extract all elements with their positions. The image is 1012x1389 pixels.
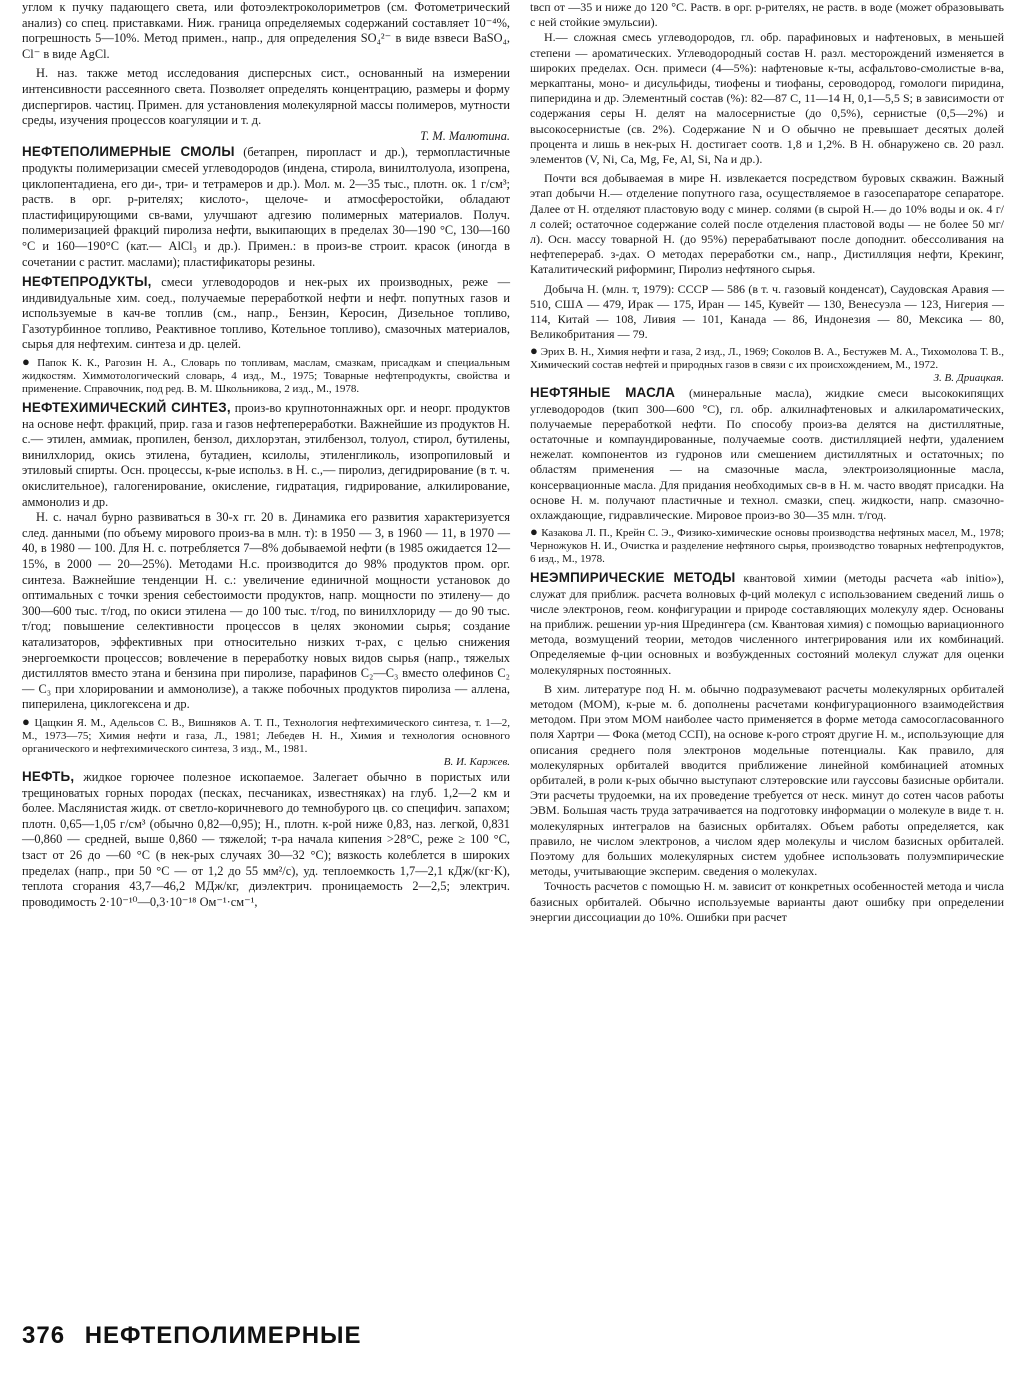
left-column (22, 0, 510, 910)
bullet-icon: ● (530, 343, 538, 359)
entry-text: (минеральные масла), жидкие смеси высококипящих углеводородов (tкип 300—600 °C), гл. обр. алкилнафтеновых и алкилароматических, получаемые переработкой нефти. По способу произ-ва делятся на дистиллятные, остаточные и компаундированные, получаемые соотв. дистилляцией нефти, удалением нежелат. компонентов из гудронов или смешением дистиллятных и остаточных; по областям применения — на смазочные масла, электроизоляционные масла, консервационные масла. Для придания необходимых св-в в Н. м. часто вводят присадки. На основе Н. м. получают пластичные и технол. смазки, спец. жидкости, напр. смазочно-охлаждающие, гидравлические. Мировое произ-во 30—35 млн. т/год. (530, 386, 1004, 523)
bibliography-reference (22, 715, 510, 769)
entry-headword: НЕФТЕПРОДУКТЫ, (22, 274, 152, 290)
reference-text: Папок К. К., Рагозин Н. А., Словарь по топливам, маслам, смазкам, присадкам и специальным жидкостям. Химмотологический словарь, 4 изд., М., 1975; Товарные нефтепродукты, свойства и применение. Справочник, под ред. В. М. Школьникова, 2 изд., М., 1978. (22, 357, 510, 396)
bullet-icon: ● (22, 354, 33, 370)
entry-text: произ-во крупнотоннажных орг. и неорг. продуктов на основе нефт. фракций, прир. газа и газов нефтепереработки. Важнейшие из продуктов Н. с.— этилен, аммиак, пропилен, бензол, дихлорэтан, этилбензол, толуол, стирол, бутилены, винилхлорид, окись этилена, бутадиен, ксилолы, этиленгликоль, изопропиловый и этиловый спирты. Осн. процессы, к-рые использ. в Н. с.,— пиролиз, дегидрирование (в т. ч. окислительное), галогенирование, окисление, гидратация, гидрирование, алкилирование, аммонолиз и др. (22, 401, 510, 509)
entry-neft (22, 769, 510, 910)
page-footer (22, 1322, 362, 1350)
bibliography-reference (530, 344, 1004, 385)
entry-neftekhimicheskiy-sintez (22, 400, 510, 510)
author-signature: З. В. Дриацкая. (933, 372, 1004, 385)
paragraph-mom: В хим. литературе под Н. м. обычно подразумевают расчеты молекулярных орбиталей методом (МОМ), к-рые м. б. дополнены расчетами конфигурационного взаимодействия методом. При этом МОМ наиболее часто применяется в форме метода самосогласованного поля Хартри — Фока (метод ССП), на основе к-рого строят другие Н. м., использующие для описания среднего поля электронов модельные потенциалы. Как правило, для молекулярных орбиталей вводится приближение линейной комбинацией атомных орбиталей, в роли к-рых обычно выступают слэтеровские или гауссовы базисные орбитали. Эти расчеты трудоемки, на их проведение требуется от неск. минут до сотен часов работы ЭВМ. Большая часть труда затрачивается на подготовку информации о молекуле в виде т. н. молекулярных интегралов на базисных орбиталях. Объем работы определяется, как правило, не числом электронов, а числом ядер молекулы и числом базисных орбиталей. Поэтому для больших молекулярных систем удобнее использовать полуэмпирические методы, учитывающие эксперим. сведения о молекулах. (530, 681, 1004, 879)
entry-nefteprodukty (22, 274, 510, 353)
entry-headword: НЕФТЬ, (22, 768, 75, 784)
entry-headword: НЕФТЕХИМИЧЕСКИЙ СИНТЕЗ, (22, 400, 231, 416)
paragraph-accuracy: Точность расчетов с помощью Н. м. зависит от конкретных особенностей метода и числа базисных орбиталей. Обычно используемые варианты дают ошибку при определении энергии диссоциации до 10%. Ошибки при расчет (530, 879, 1004, 924)
entry-headword: НЕЭМПИРИЧЕСКИЕ МЕТОДЫ (530, 570, 736, 586)
right-column (530, 0, 1004, 925)
paragraph-neft-extraction: Почти вся добываемая в мире Н. извлекается посредством буровых скважин. Важный этап добычи Н.— отделение попутного газа, осуществляемое в газосепараторе сепараторе. Далее от Н. отделяют пластовую воду с минер. солями (в сырой Н.— до 10% воды и ок. 4 г/л солей; остаточное содержание солей после отделения пластовой воды — не более 50 мг/л). Осн. массу товарной Н. (до 95%) перерабатывают после доподнит. обессоливания на нефтеперераб. з-дах. О методах переработки см., напр., Дистилляция нефти, Крекинг, Каталитический риформинг, Пиролиз нефтяного сырья. (530, 171, 1004, 277)
author-signature: В. И. Каржев. (443, 755, 510, 768)
entry-text: жидкое горючее полезное ископаемое. Залегает обычно в пористых или трещиноватых горных породах (песках, песчаниках, известняках) на глуб. 1,2—2 км и более. Маслянистая жидк. от светло-коричневого до темнобурого цв. со специфич. запахом; плотн. 0,65—1,05 г/см³ (обычно 0,82—0,95); Н., плотн. к-рой ниже 0,83, наз. легкой, 0,831—0,860 — средней, выше 0,860 — тяжелой; т-ра начала кипения >28°C, реже ≥ 100 °C, tзаст от 26 до —60 °C (в нек-рых случаях 30—32 °C); вязкость колеблется в широких пределах (напр., при 50 °C — от 1,2 до 55 мм²/с), уд. теплоемкость 1,7—2,1 кДж/(кг·K), теплота сгорания 43,7—46,2 МДж/кг, диэлектрич. проницаемость 2—2,5; электрич. проводимость 2·10⁻¹⁰—0,3·10⁻¹⁸ Ом⁻¹·см⁻¹, (22, 769, 510, 909)
entry-neempiricheskie-metody (530, 570, 1004, 677)
bibliography-reference (22, 355, 510, 396)
reference-text: Казакова Л. П., Крейн С. Э., Физико-химические основы производства нефтяных масел, М., 1978; Черножуков Н. И., Очистка и разделение нефтяного сырья, производство товарных нефтепродуктов, 6 изд., М., 1978. (530, 527, 1004, 566)
reference-text: Эрих В. Н., Химия нефти и газа, 2 изд., Л., 1969; Соколов В. А., Бестужев М. А., Тихомолова Т. В., Химический состав нефтей и природных газов в связи с их происхождением, М., 1972. (530, 346, 1005, 372)
entry-text: квантовой химии (методы расчета «ab initio»), служат для приближ. расчета волновых ф-ций молекул с использованием сведений лишь о числе электронов, геом. конфигурации и природе составляющих молекулу ядер. Основаны на приближ. решении ур-ния Шредингера (см. Квантовая химия) с помощью вариационного метода, возмущений теории, методов численного интегрирования или их комбинаций. Определяемые ф-ции основных и возбужденных состояний молекул служат для оценки молекулярных постоянных. (530, 571, 1004, 677)
paragraph-dispersion (22, 66, 510, 144)
paragraph-text: Н. наз. также метод исследования дисперсных сист., основанный на измерении интенсивности рассеянного света. Позволяет определять концентрацию, размеры и форму диспергиров. частиц. Примен. для установления молекулярной массы полимеров, мутности среды, изучения процессов коагуляции и т. д. (22, 66, 510, 128)
paragraph-neft-composition: Н.— сложная смесь углеводородов, гл. обр. парафиновых и нафтеновых, в меньшей степени — ароматических. Углеводородный состав Н. разл. месторождений изменяется в широких пределах. Осн. примеси (4—5%): нафтеновые к-ты, асфальтово-смолистые в-ва, меркаптаны, моно- и дисульфиды, тиофены и тиофаны, сероводород, гомологи пиридина, пиперидина и др. Элементный состав (%): 82—87 C, 11—14 H, 0,1—5,5 S; в зависимости от содержания серы Н. делят на малосернистые (до 0,5%), сернистые (0,5—2%) и высокосернистые (св. 2%). Содержание N и O обычно не превышает десятых долей процента и лишь в нек-рых Н. достигает соотв. 1,8 и 1,2%. В Н. обнаружено св. 20 разл. элементов (V, Ni, Ca, Mg, Fe, Al, Si, Na и др.). (530, 30, 1004, 167)
paragraph-neft-production: Добыча Н. (млн. т, 1979): СССР — 586 (в т. ч. газовый конденсат), Саудовская Аравия — 510, США — 479, Ирак — 175, Иран — 145, Кувейт — 130, Венесуэла — 123, Нигерия — 114, Китай — 108, Ливия — 101, Канада — 86, Индонезия — 80, Мексика — 80, Великобритания — 79. (530, 281, 1004, 342)
paragraph-photometry: углом к пучку падающего света, или фотоэлектроколориметров (см. Фотометрический анализ) со спец. приставками. Ниж. граница определяемых содержаний составляет 10⁻⁴%, погрешность 5—10%. Метод примен., напр., для определения SO₄²⁻ в виде взвеси BaSO₄, Cl⁻ в виде AgCl. (22, 0, 510, 61)
entry-headword: НЕФТЯНЫЕ МАСЛА (530, 385, 676, 401)
page-number: 376 (22, 1322, 66, 1349)
bullet-icon: ● (22, 713, 31, 729)
entry-neftepolimernye-smoly (22, 144, 510, 270)
running-head: НЕФТЕПОЛИМЕРНЫЕ (84, 1322, 362, 1349)
entry-text: (бетапрен, пиропласт и др.), термопластичные продукты полимеризации смесей углеводородов (индена, стирола, винилтолуола, изопрена, циклопентадиена, его ди-, три- и тетрамеров и др.). Мол. м. 2—35 тыс., плотн. ок. 1 г/см³; раств. в орг. р-рителях; кислото-, щелоче- и атмосферостойки, обладают пластифицирующими св-вами, улучшают адгезию полимерных материалов. Получ. полимеризацией фракций пиролиза нефти, выкипающих в пределах 30—190 °C, 130—160 °C и 160—190°C (кат.— AlCl₃ и др.). Примен.: в произ-ве строит. красок (иногда в сочетании с растит. маслами); пластификаторы резины. (22, 145, 510, 269)
entry-neftyanye-masla (530, 385, 1004, 523)
entry-headword: НЕФТЕПОЛИМЕРНЫЕ СМОЛЫ (22, 144, 235, 160)
paragraph-sintez-dynamics: Н. с. начал бурно развиваться в 30-х гг. 20 в. Динамика его развития характеризуется след. данными (по объему мирового произ-ва в млн. т): в 1950 — 3, в 1960 — 11, в 1970 — 40, в 1980 — 100. Для Н. с. потребляется 7—8% добываемой нефти (в 1985 ожидается 12—15%, в 2000 — 20—25%). Методами Н.с. производится до 98% продуктов пром. орг. синтеза. Важнейшие тенденции Н. с.: увеличение единичной мощности установок до оптимальных с точки зрения себестоимости продуктов, напр. мощности по этилену— до 300—600 тыс. т/год, по окиси этилена — до 100 тыс. т/год, по винилхлориду — до 90 тыс. т/год; повышение селективности процессов в целях экономии сырья; создание катализаторов, эффективных при относительно низких т-рах, с целью снижения энергоемкости процессов; вовлечение в переработку новых видов сырья (напр., тяжелых дистиллятов вместо этана и бензина при пиролизе, парафинов C₂—C₃ вместо олефинов C₂ — C₃ при хлорировании и аммонолизе), а также побочных продуктов пиролиза — аллена, пиперилена, циклогексена и др. (22, 510, 510, 712)
entry-text: смеси углеводородов и нек-рых их производных, реже — индивидуальные хим. соед., получаемые переработкой нефти и нефт. попутных газов и используемые в кач-ве топлив (см., напр., Бензин, Керосин, Дизельное топливо, Газотурбинное топливо, Реактивное топливо, Котельное топливо), смазочных материалов, сырья для нефтехим. синтеза и др. целей. (22, 275, 510, 352)
bullet-icon: ● (530, 524, 539, 540)
bibliography-reference (530, 525, 1004, 566)
paragraph-neft-solubility: tвсп от —35 и ниже до 120 °C. Раств. в орг. р-рителях, не раств. в воде (может образовывать с ней стойкие эмульсии). (530, 0, 1004, 30)
reference-text: Цащкин Я. М., Адельсов С. В., Вишняков А. Т. П., Технология нефтехимического синтеза, т. 1—2, М., 1973—75; Химия нефти и газа, Л., 1981; Лебедев Н. Н., Химия и технология основного органического и нефтехимического синтеза, 3 изд., М., 1981. (22, 716, 510, 755)
author-signature: Т. М. Малютина. (420, 128, 510, 143)
